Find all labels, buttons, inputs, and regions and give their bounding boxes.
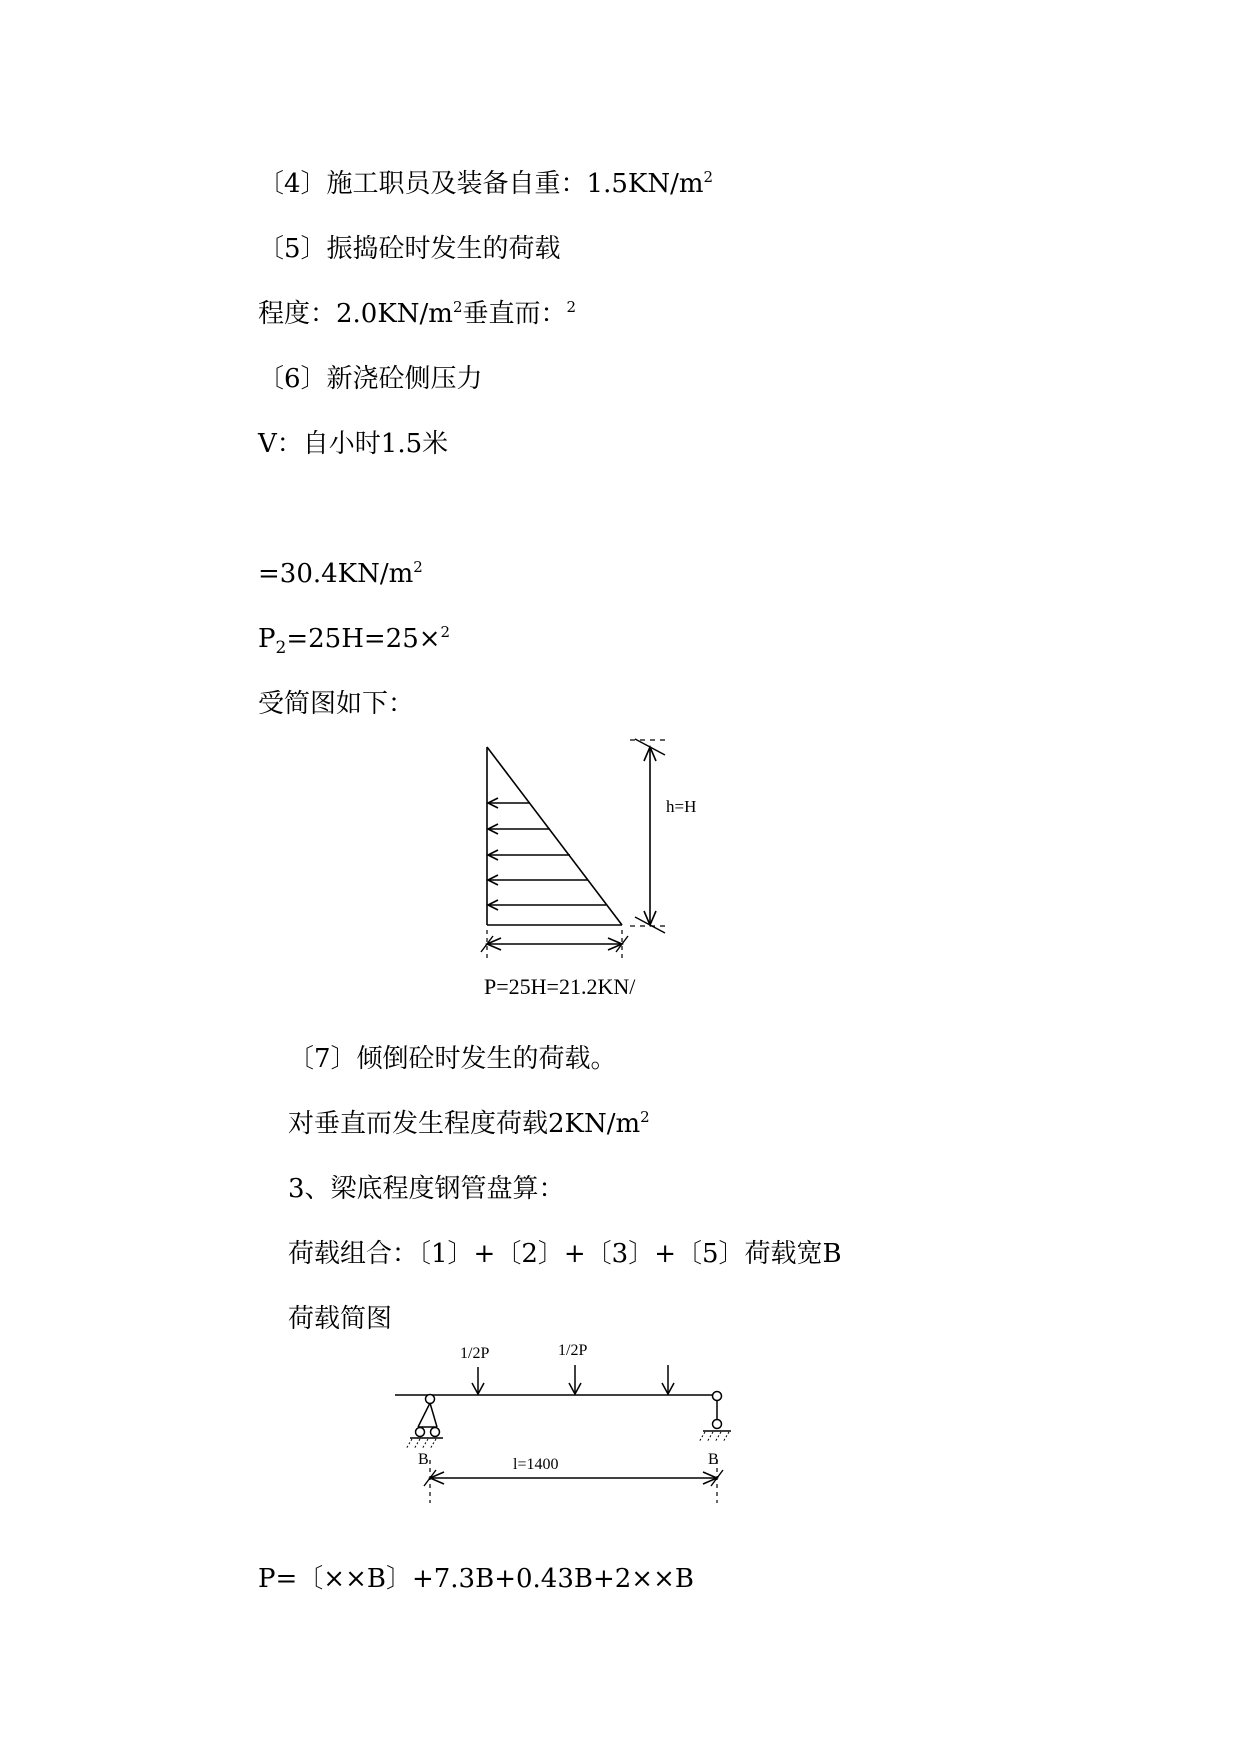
pour-rate-text: V：自小时1.5米 bbox=[258, 429, 449, 459]
diagram-intro-text: 受简图如下： bbox=[258, 689, 415, 719]
superscript: 2 bbox=[452, 298, 463, 316]
item-4-construction-load bbox=[258, 168, 713, 200]
item-5-text: 〔5〕振捣砼时发生的荷载 bbox=[258, 234, 561, 264]
horizontal-load-text: 对垂直而发生程度荷载2KN/m bbox=[288, 1109, 641, 1139]
section-3-heading bbox=[288, 1173, 565, 1205]
superscript: 2 bbox=[566, 298, 577, 316]
horizontal-vertical-values bbox=[258, 298, 576, 330]
load-label-2: 1/2P bbox=[558, 1342, 588, 1359]
item-5-vibration-load bbox=[258, 233, 561, 265]
p2-formula-line bbox=[258, 623, 451, 658]
item-6-text: 〔6〕新浇砼侧压力 bbox=[258, 364, 483, 394]
lateral-pressure-diagram bbox=[470, 725, 710, 1015]
item-6-lateral-pressure bbox=[258, 363, 483, 395]
item-7-dumping-load bbox=[288, 1043, 617, 1075]
left-support bbox=[406, 1395, 443, 1450]
pressure-label: P=25H=21.2KN/ bbox=[484, 974, 636, 999]
item-4-text: 〔4〕施工职员及装备自重：1.5KN/m bbox=[258, 169, 704, 199]
load-label-1: 1/2P bbox=[460, 1345, 490, 1362]
span-dimension bbox=[424, 1460, 723, 1503]
p-formula-line bbox=[258, 1563, 694, 1595]
p2-formula-text: =25H=25× bbox=[286, 624, 441, 654]
support-label-right: B bbox=[708, 1451, 719, 1468]
superscript: 2 bbox=[440, 623, 451, 641]
pressure-hypotenuse bbox=[487, 747, 622, 925]
horizontal-load-line bbox=[288, 1108, 650, 1140]
support-label-left: B bbox=[418, 1451, 429, 1468]
right-support bbox=[699, 1392, 731, 1443]
section-3-text: 3、梁底程度钢管盘算： bbox=[288, 1174, 565, 1204]
base-dimension bbox=[481, 930, 628, 961]
beam-load-diagram bbox=[390, 1335, 740, 1515]
point-loads bbox=[472, 1365, 674, 1394]
load-diagram-text: 荷载简图 bbox=[288, 1304, 393, 1334]
height-dimension bbox=[630, 739, 670, 933]
horizontal-value-text: 程度：2.0KN/m bbox=[258, 299, 453, 329]
load-combination-line bbox=[288, 1238, 842, 1270]
superscript: 2 bbox=[703, 168, 714, 186]
item-7-text: 〔7〕倾倒砼时发生的荷载。 bbox=[288, 1044, 617, 1074]
height-label: h=H bbox=[666, 797, 697, 816]
subscript: 2 bbox=[275, 638, 287, 658]
pressure-arrows bbox=[488, 798, 606, 910]
pour-rate-line bbox=[258, 428, 448, 460]
pressure-result-line bbox=[258, 558, 423, 590]
diagram-intro-line bbox=[258, 688, 414, 720]
superscript: 2 bbox=[640, 1108, 650, 1126]
p-formula-text: P=〔××B〕+7.3B+0.43B+2××B bbox=[258, 1564, 694, 1594]
vertical-value-text: 垂直而： bbox=[462, 299, 567, 329]
pressure-result-text: =30.4KN/m bbox=[258, 559, 414, 589]
load-combination-text: 荷载组合：〔1〕+〔2〕+〔3〕+〔5〕荷载宽B bbox=[288, 1239, 842, 1269]
load-diagram-heading bbox=[288, 1303, 392, 1335]
p2-symbol: P bbox=[258, 624, 276, 654]
superscript: 2 bbox=[413, 558, 423, 576]
span-label: l=1400 bbox=[513, 1456, 559, 1473]
